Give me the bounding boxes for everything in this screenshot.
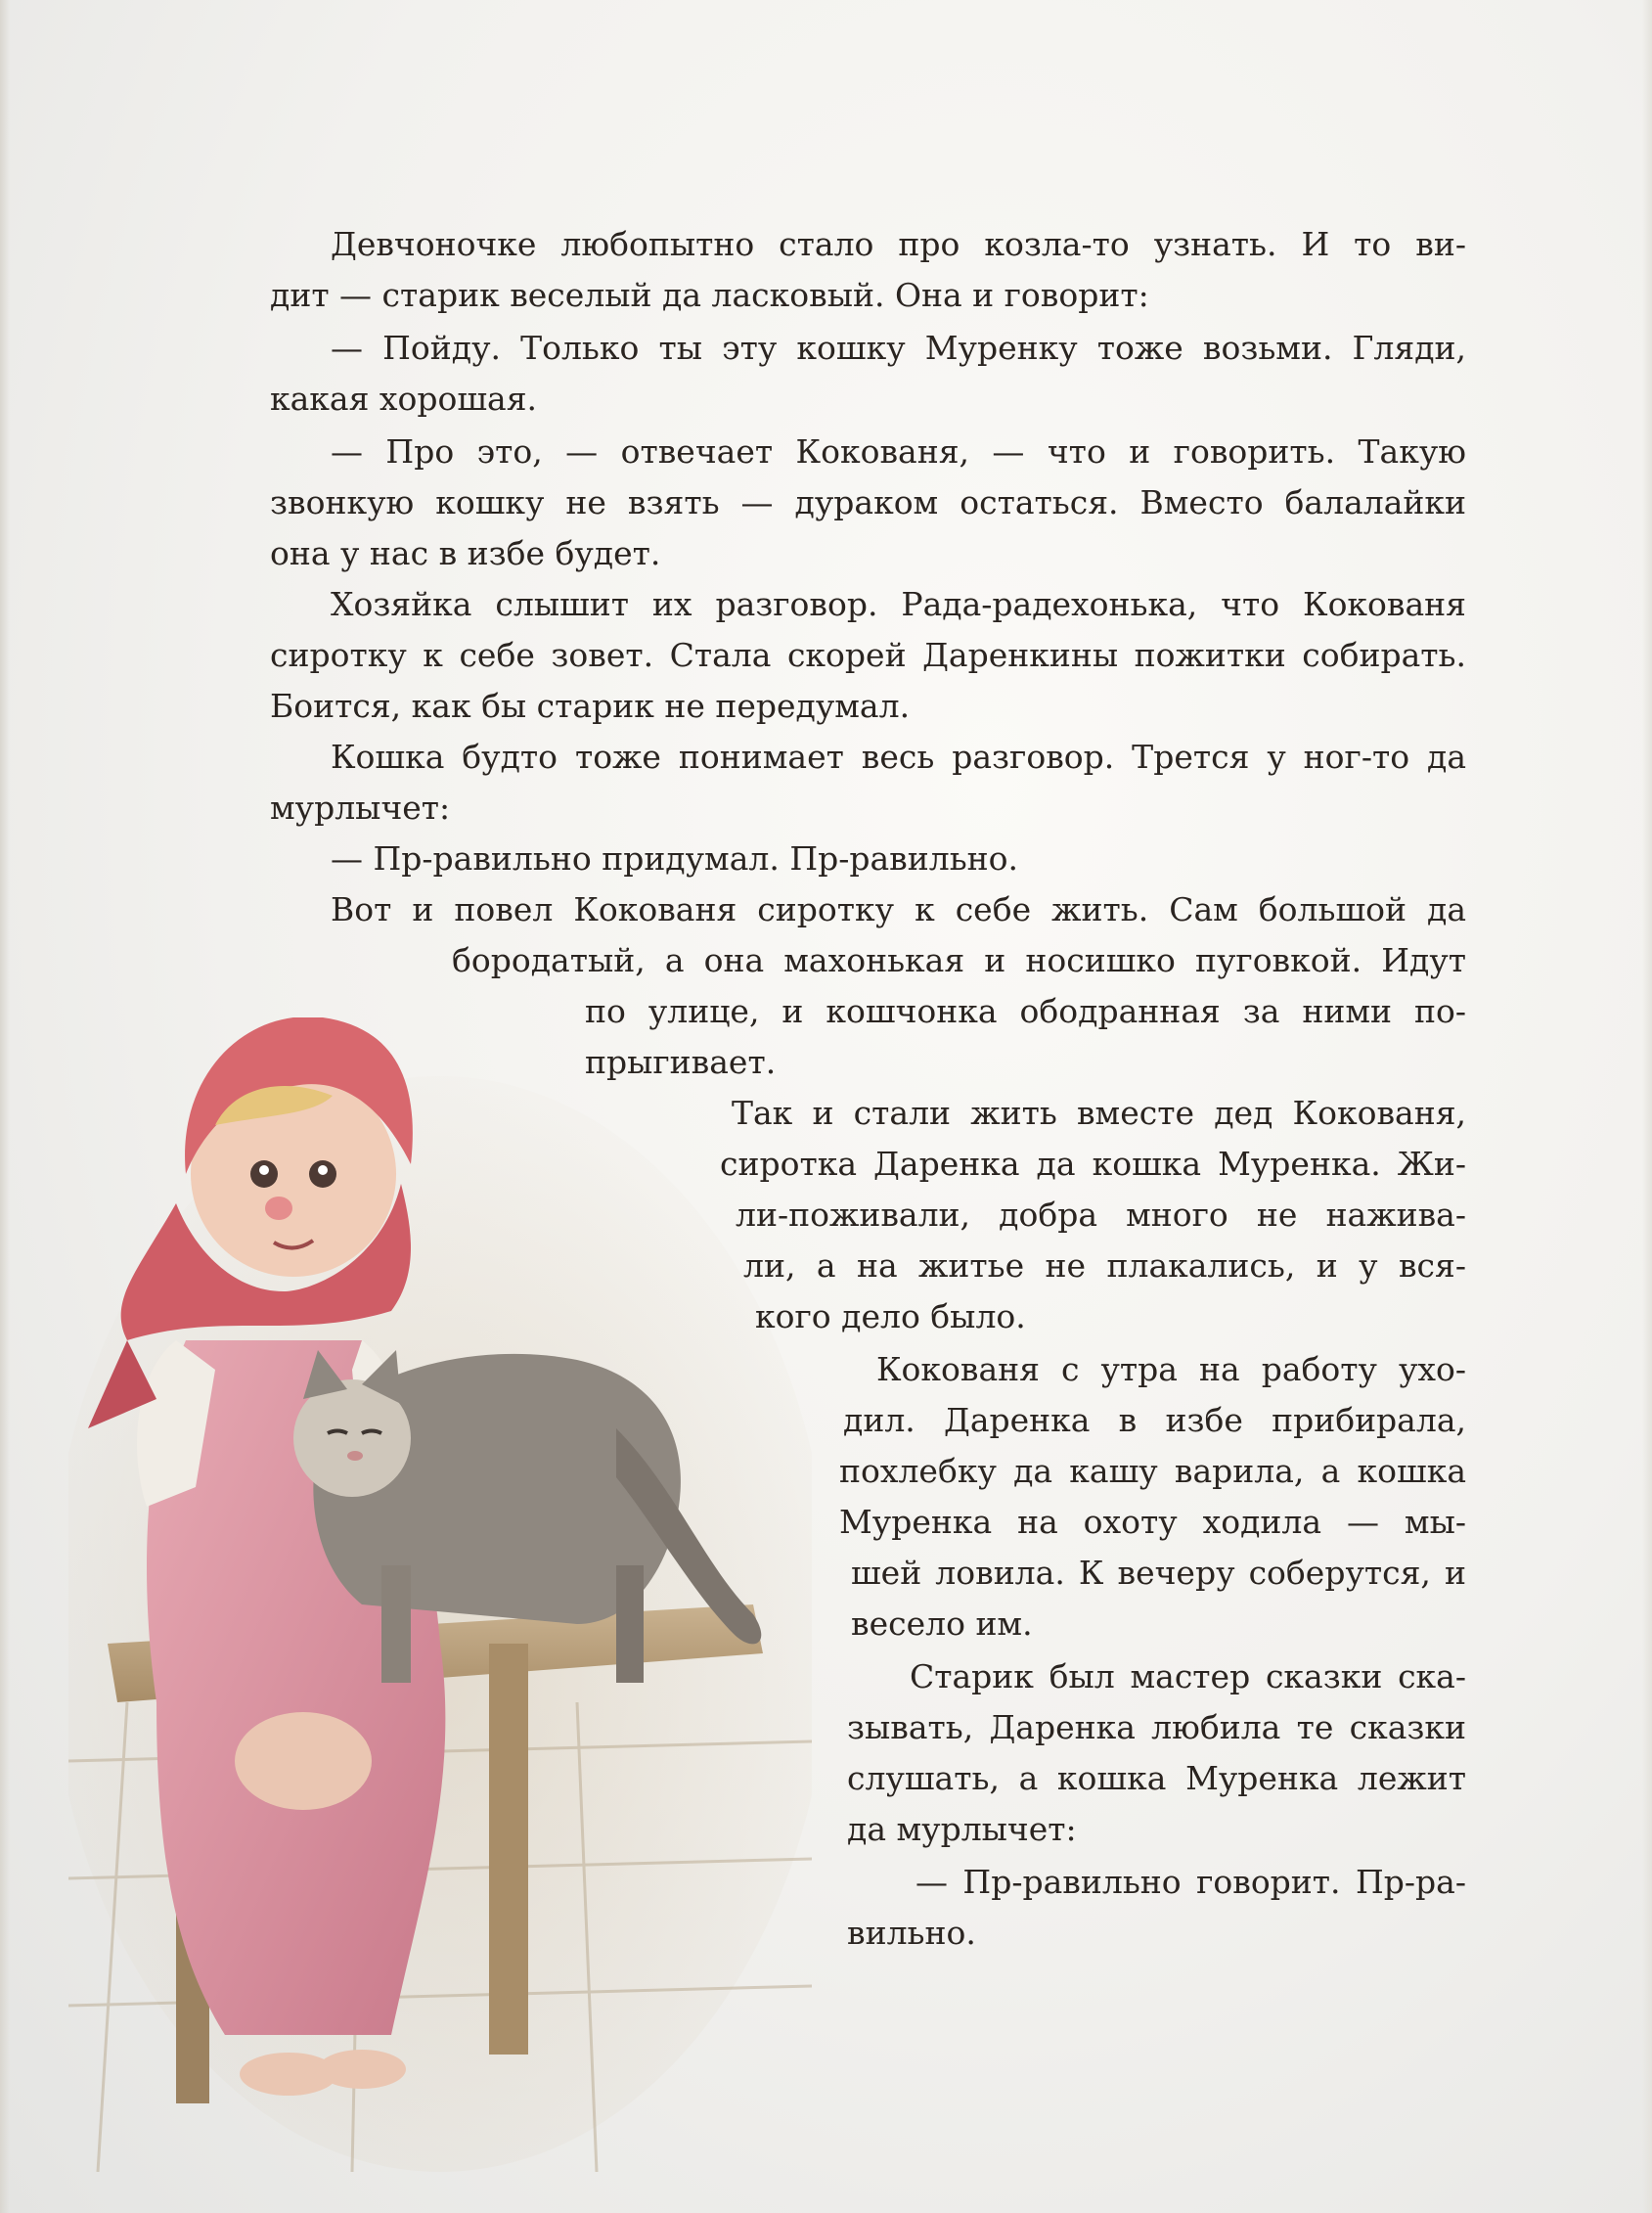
text-line-31: слушать, а кошка Муренка лежит [847,1759,1466,1797]
text-line-3: — Пойду. Только ты эту кошку Муренку тоже возьми. Гляди, [331,329,1466,367]
text-line-13: — Пр-равильно придумал. Пр-равильно. [331,839,1019,878]
text-line-32: да мурлычет: [847,1810,1077,1848]
text-line-7: она у нас в избе будет. [270,534,661,572]
text-line-24: дил. Даренка в избе прибирала, [843,1401,1466,1439]
text-line-34: вильно. [847,1914,976,1952]
text-line-5: — Про это, — отвечает Кокованя, — что и говорить. Такую [331,432,1466,471]
text-line-28: весело им. [851,1604,1033,1643]
text-line-21: ли, а на житье не плакались, и у вся- [743,1246,1466,1285]
text-line-14: Вот и повел Кокованя сиротку к себе жить. Сам большой да [331,890,1466,928]
text-line-19: сиротка Даренка да кошка Муренка. Жи- [720,1145,1466,1183]
text-line-22: кого дело было. [755,1297,1026,1335]
text-line-11: Кошка будто тоже понимает весь разговор. Трется у ног-то да [331,738,1466,776]
text-line-29: Старик был мастер сказки ска- [910,1657,1466,1695]
text-line-16: по улице, и кошчонка ободранная за ними по- [585,992,1466,1030]
text-line-33: — Пр-равильно говорит. Пр-ра- [915,1863,1466,1901]
text-line-23: Кокованя с утра на работу ухо- [876,1350,1466,1388]
text-line-4: какая хорошая. [270,380,538,418]
page-edge-right [1642,0,1652,2213]
text-line-1: Девчоночке любопытно стало про козла-то узнать. И то ви- [331,225,1466,263]
text-line-12: мурлычет: [270,789,451,827]
text-line-2: дит — старик веселый да ласковый. Она и говорит: [270,276,1149,314]
text-line-30: зывать, Даренка любила те сказки [847,1708,1466,1746]
girl-with-cat-illustration [68,1017,812,2172]
text-line-17: прыгивает. [585,1043,777,1081]
page-edge-left [0,0,10,2213]
text-line-9: сиротку к себе зовет. Стала скорей Даренкины пожитки собирать. [270,636,1466,674]
text-line-20: ли-поживали, добра много не нажива- [736,1196,1466,1234]
text-line-25: похлебку да кашу варила, а кошка [839,1452,1466,1490]
text-line-10: Боится, как бы старик не передумал. [270,687,911,725]
text-line-6: звонкую кошку не взять — дураком остаться. Вместо балалайки [270,483,1466,521]
text-line-26: Муренка на охоту ходила — мы- [839,1503,1466,1541]
text-line-18: Так и стали жить вместе дед Кокованя, [732,1094,1466,1132]
text-line-27: шей ловила. К вечеру соберутся, и [851,1554,1466,1592]
text-line-15: бородатый, а она махонькая и носишко пуговкой. Идут [452,941,1466,979]
text-line-8: Хозяйка слышит их разговор. Рада-радехонька, что Кокованя [331,585,1466,623]
